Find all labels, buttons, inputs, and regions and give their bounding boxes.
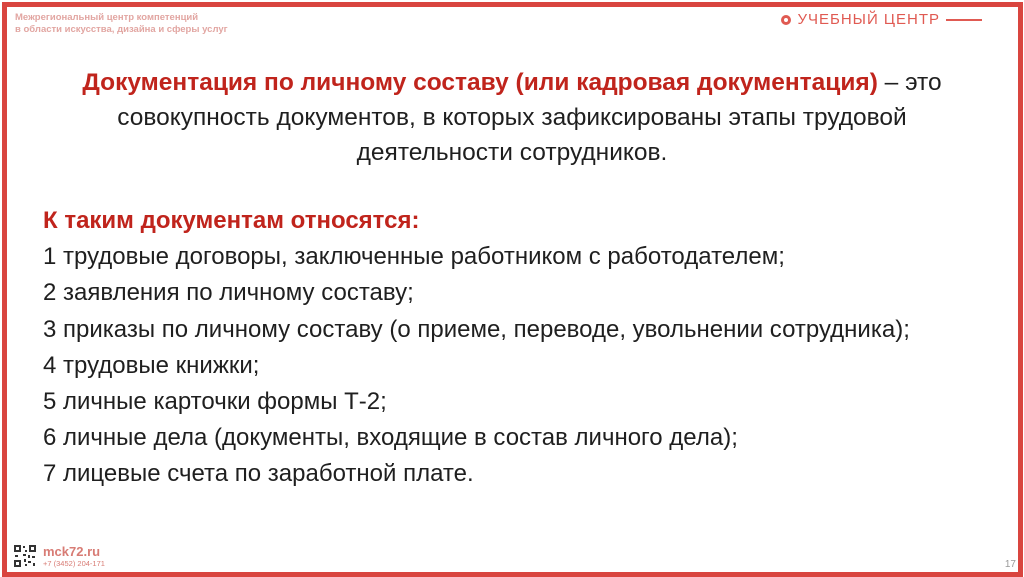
definition-text: – это совокупность документов, в которых зафиксированы этапы трудовой деятельности сотрудников. (117, 69, 942, 166)
list-item: 4 трудовые книжки; (43, 351, 260, 379)
org-caption (15, 12, 228, 36)
phone-number: +7 (3452) 204-171 (43, 558, 105, 568)
definition-paragraph (47, 65, 977, 170)
list-item: 7 лицевые счета по заработной плате. (43, 460, 474, 488)
contact-info (43, 545, 105, 568)
definition-term: Документация по личному составу (или кадровая документация) (82, 69, 878, 96)
qr-code-icon (13, 544, 37, 568)
org-line-2: в области искусства, дизайна и сферы услуг (15, 24, 228, 35)
brand-name: УЧЕБНЫЙ ЦЕНТР (797, 11, 940, 28)
brand-logo (781, 11, 982, 28)
document-list (43, 203, 988, 493)
list-item: 3 приказы по личному составу (о приеме, переводе, увольнении сотрудника); (43, 315, 910, 343)
org-line-1: Межрегиональный центр компетенций (15, 12, 199, 23)
list-item: 5 личные карточки формы Т-2; (43, 388, 387, 416)
page-number: 17 (1004, 559, 1016, 570)
brand-tag (946, 19, 982, 21)
list-item: 1 трудовые договоры, заключенные работником с работодателем; (43, 243, 785, 271)
list-item: 2 заявления по личному составу; (43, 279, 414, 307)
slide (2, 2, 1023, 577)
ring-icon (781, 15, 791, 25)
footer-contacts (13, 544, 105, 568)
list-item: 6 личные дела (документы, входящие в состав личного дела); (43, 424, 738, 452)
list-heading: К таким документам относятся: (43, 207, 420, 234)
website-link[interactable]: mck72.ru (43, 543, 101, 559)
